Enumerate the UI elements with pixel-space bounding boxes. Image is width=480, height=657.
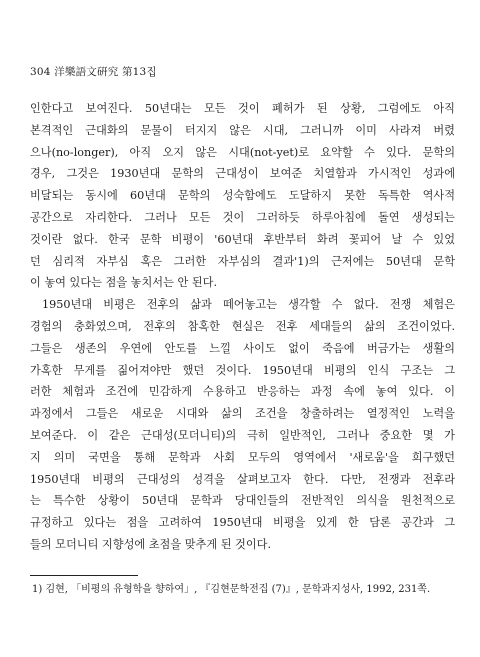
text-line: 가혹한 무게를 짊어져야만 했던 것이다. 1950년대 비평의 인식 구조는 그	[30, 363, 455, 377]
text-line: 인한다고 보여진다. 50년대는 모든 것이 폐허가 된 상황, 그럼에도 아직	[30, 102, 455, 115]
text-line: 공간으로 자리한다. 그러나 모든 것이 그러하듯 하루아침에 돌연 생성되는	[30, 210, 455, 224]
text-line: 비달되는 동시에 60년대 문학의 성숙함에도 도달하지 못한 독특한 역사적	[30, 189, 455, 203]
text-line: 그들은 생존의 우연에 안도를 느낄 사이도 없이 죽음에 버금가는 생활의	[30, 341, 455, 355]
paragraph	[30, 98, 455, 294]
paragraph	[30, 294, 455, 556]
text-line: 이 놓여 있다는 점을 놓치서는 안 된다.	[30, 276, 218, 290]
text-line: 는 특수한 상황이 50년대 문학과 당대인들의 전반적인 의식을 원천적으로	[30, 494, 455, 508]
issue-number: 第13집	[121, 66, 157, 78]
page-number: 304	[30, 66, 51, 78]
text-line: 경우, 그것은 1930년대 문학의 근대성이 보여준 치열함과 가시적인 성과에	[30, 167, 455, 181]
journal-title: 洋樂語文硏究	[54, 66, 119, 78]
text-line: 들의 모더니티 지향성에 초점을 맞추게 된 것이다.	[30, 537, 272, 551]
text-line: 규정하고 있다는 점을 고려하여 1950년대 비평을 있게 한 담론 공간과 그	[30, 516, 455, 530]
text-line: 경험의 충화였으며, 전후의 참혹한 현실은 전후 세대들의 삶의 조건이었다.	[30, 319, 455, 333]
footnote-divider	[30, 575, 138, 576]
text-line: 지 의미 국면을 통해 문학과 사회 모두의 영역에서 '새로움'을 희구했던	[30, 450, 455, 464]
text-line: 1950년대 비평은 전후의 삶과 떼어놓고는 생각할 수 없다. 전쟁 체험은	[42, 298, 455, 312]
text-line: 본격적인 근대화의 문물이 터지지 않은 시대, 그러니까 이미 사라져 버렸	[30, 123, 455, 137]
text-line: 1950년대 비평의 근대성의 성격을 살펴보고자 한다. 다만, 전쟁과 전후라	[30, 472, 455, 486]
text-line: 으나(no-longer), 아직 오지 않은 시대(not-yet)로 요약할 수 있다. 문학의	[30, 145, 455, 159]
text-line: 것이란 없다. 한국 문학 비평이 '60년대 후반부터 화려 꽃피어 날 수 있었	[30, 232, 455, 246]
running-header	[30, 64, 157, 79]
text-line: 던 심리적 자부심 혹은 그러한 자부심의 결과'1)의 근저에는 50년대 문학	[30, 254, 455, 268]
text-line: 과정에서 그들은 새로운 시대와 삶의 조건을 창출하려는 열정적인 노력을	[30, 407, 455, 421]
text-line: 러한 체험과 조건에 민감하게 수용하고 반응하는 과정 속에 놓여 있다. 이	[30, 385, 455, 399]
text-line: 보여준다. 이 같은 근대성(모더니티)의 극히 일반적인, 그러나 중요한 몇 가	[30, 428, 455, 442]
body-text	[30, 98, 455, 556]
footnote: 1) 김현, 「비평의 유형학을 향하여」, 『김현문학전집 (7)』, 문학과지성사, 1992, 231쪽.	[32, 584, 431, 595]
